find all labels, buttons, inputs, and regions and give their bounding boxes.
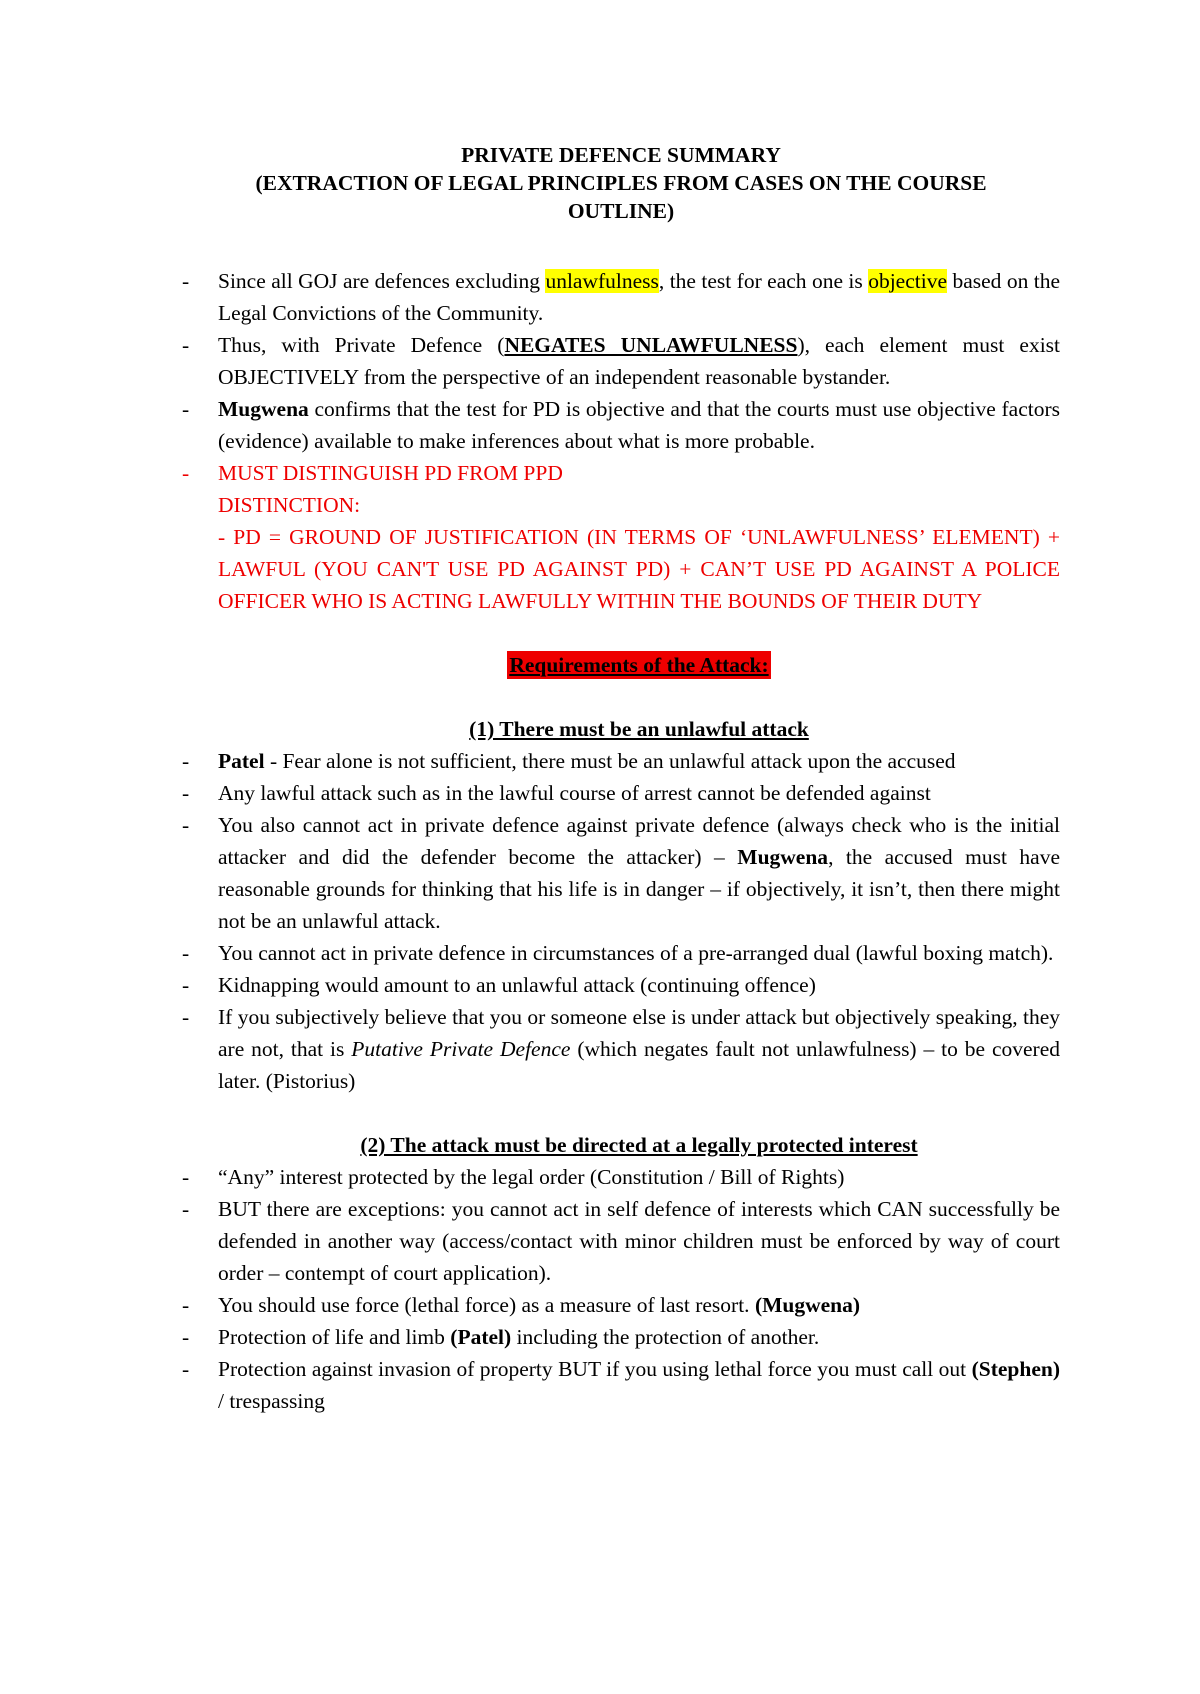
case-name: (Patel) (450, 1325, 512, 1349)
highlight-objective: objective (868, 269, 948, 293)
list-item: - Since all GOJ are defences excluding unlawfulness, the test for each one is objective based on the Legal Convictions of the Community. (182, 265, 1060, 329)
distinction-line-3: - PD = GROUND OF JUSTIFICATION (IN TERMS OF ‘UNLAWFULNESS’ ELEMENT) + LAWFUL (YOU CAN'T USE PD AGAINST PD) + CAN’T USE PD AGAINST A POLICE OFFICER WHO IS ACTING LAWFULLY WITHIN THE BOUNDS OF THEIR DUTY (218, 525, 1060, 613)
emphasis-negates-unlawfulness: NEGATES UNLAWFULNESS (504, 333, 798, 357)
bullet-dash: - (182, 1325, 190, 1349)
list-item: - Kidnapping would amount to an unlawful attack (continuing offence) (182, 969, 1060, 1001)
distinction-line-2: DISTINCTION: (218, 493, 361, 517)
list-item: - Patel - Fear alone is not sufficient, there must be an unlawful attack upon the accused (182, 745, 1060, 777)
document-title (182, 141, 1060, 225)
list-item: - You should use force (lethal force) as a measure of last resort. (Mugwena) (182, 1289, 1060, 1321)
section-2-list (182, 1161, 1060, 1417)
bullet-dash: - (182, 1005, 190, 1029)
section-2-heading: (2) The attack must be directed at a legally protected interest (360, 1133, 918, 1157)
bullet-dash: - (182, 1357, 190, 1381)
list-item: - BUT there are exceptions: you cannot act in self defence of interests which CAN successfully be defended in another way (access/contact with minor children must be enforced by way of court order – contempt of court application). (182, 1193, 1060, 1289)
bullet-dash: - (182, 749, 190, 773)
list-item: - “Any” interest protected by the legal order (Constitution / Bill of Rights) (182, 1161, 1060, 1193)
case-name: Mugwena (737, 845, 829, 869)
title-line-3: OUTLINE) (567, 199, 675, 223)
case-name: Patel (218, 749, 265, 773)
bullet-dash: - (182, 397, 190, 421)
bullet-dash: - (182, 461, 190, 485)
title-line-1: PRIVATE DEFENCE SUMMARY (461, 143, 781, 167)
list-item: - Mugwena confirms that the test for PD is objective and that the courts must use objective factors (evidence) available to make inferences about what is more probable. (182, 393, 1060, 457)
distinction-line-1: MUST DISTINGUISH PD FROM PPD (218, 461, 563, 485)
bullet-dash: - (182, 1165, 190, 1189)
list-item: - Protection against invasion of property BUT if you using lethal force you must call out (Stephen) / trespassing (182, 1353, 1060, 1417)
bullet-dash: - (182, 781, 190, 805)
bullet-dash: - (182, 813, 190, 837)
list-item-distinction (182, 457, 1060, 617)
italic-term: Putative Private Defence (351, 1037, 571, 1061)
list-item: - Thus, with Private Defence (NEGATES UNLAWFULNESS), each element must exist OBJECTIVELY from the perspective of an independent reasonable bystander. (182, 329, 1060, 393)
section-1-heading: (1) There must be an unlawful attack (469, 717, 809, 741)
list-item: - You cannot act in private defence in circumstances of a pre-arranged dual (lawful boxing match). (182, 937, 1060, 969)
case-name: (Mugwena) (754, 1293, 861, 1317)
highlight-unlawfulness: unlawfulness (545, 269, 659, 293)
bullet-dash: - (182, 1197, 190, 1221)
case-name: (Stephen) (971, 1357, 1060, 1381)
bullet-dash: - (182, 973, 190, 997)
requirements-heading: Requirements of the Attack: (509, 653, 769, 677)
list-item: - If you subjectively believe that you or someone else is under attack but objectively speaking, they are not, that is Putative Private Defence (which negates fault not unlawfulness) – to be covered later. (Pistorius) (182, 1001, 1060, 1097)
list-item: - Any lawful attack such as in the lawful course of arrest cannot be defended against (182, 777, 1060, 809)
list-item: - You also cannot act in private defence against private defence (always check who is the initial attacker and did the defender become the attacker) – Mugwena, the accused must have reasonable grounds for thinking that his life is in danger – if objectively, it isn’t, then there might not be an unlawful attack. (182, 809, 1060, 937)
case-name: Mugwena (218, 397, 309, 421)
section-1-list (182, 745, 1060, 1097)
intro-list (182, 265, 1060, 617)
list-item: - Protection of life and limb (Patel) including the protection of another. (182, 1321, 1060, 1353)
bullet-dash: - (182, 333, 190, 357)
bullet-dash: - (182, 941, 190, 965)
title-line-2: (EXTRACTION OF LEGAL PRINCIPLES FROM CASES ON THE COURSE (255, 171, 987, 195)
bullet-dash: - (182, 1293, 190, 1317)
bullet-dash: - (182, 269, 190, 293)
